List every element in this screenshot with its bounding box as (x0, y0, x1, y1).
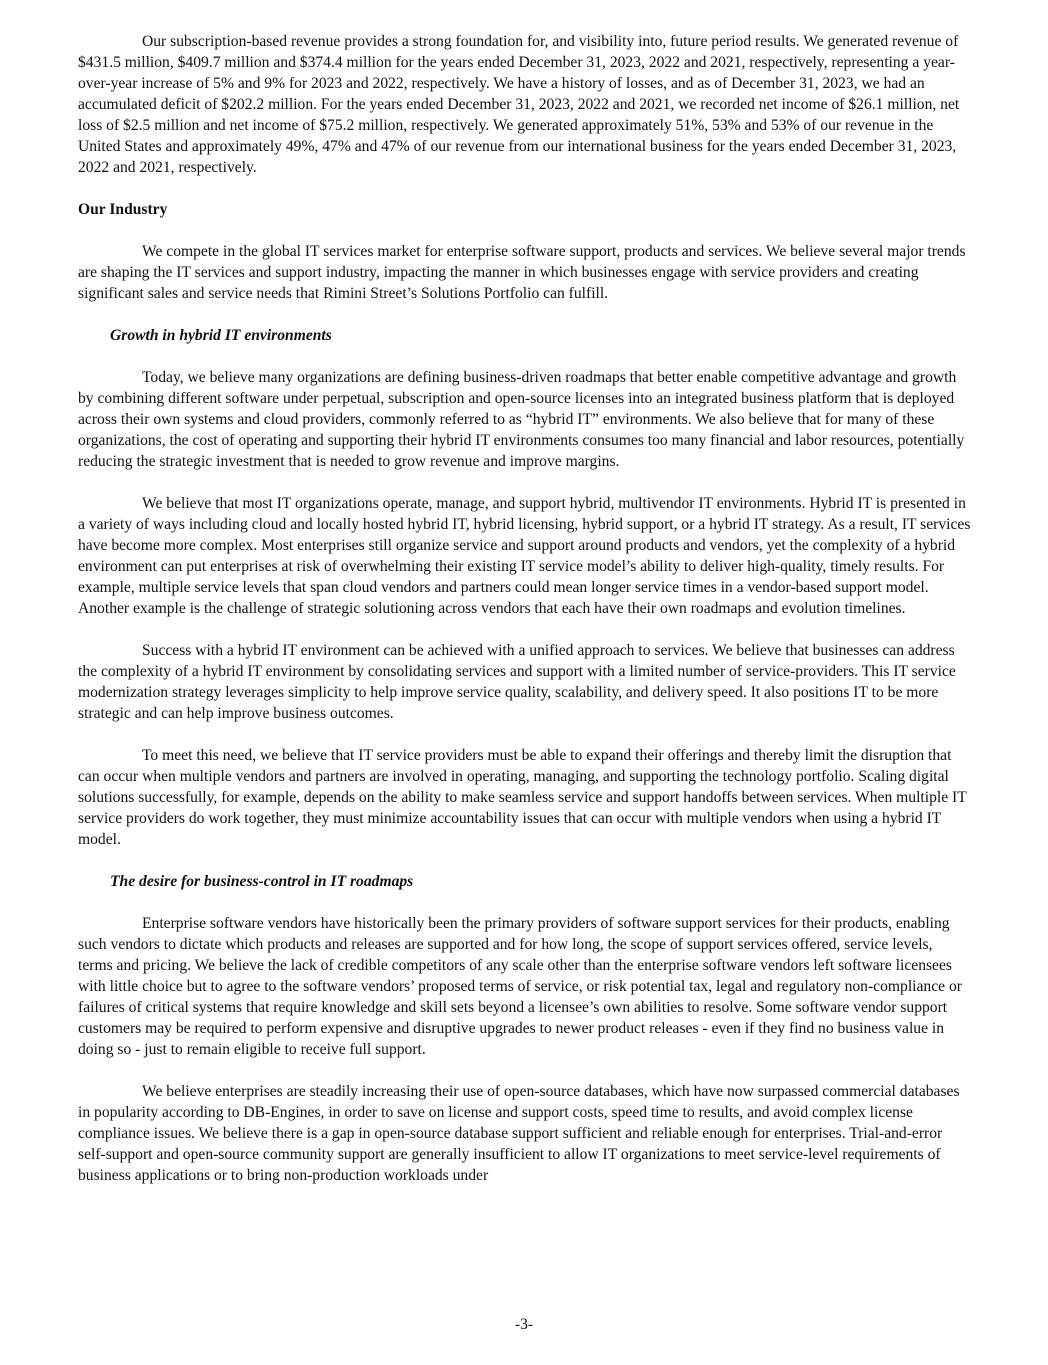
paragraph-hybrid-roadmaps: Today, we believe many organizations are defining business-driven roadmaps that better enable competitive advantage and growth by combining different software under perpetual, subscription and open-source licenses into an integrated business platform that is deployed across their own systems and cloud providers, commonly referred to as “hybrid IT” environments. We also believe that for many of these organizations, the cost of operating and supporting their hybrid IT environments consumes too many financial and labor resources, potentially reducing the strategic investment that is needed to grow revenue and improve margins. (78, 369, 965, 470)
page-number: -3- (514, 1316, 534, 1333)
paragraph-open-source-databases: We believe enterprises are steadily increasing their use of open-source databases, which have now surpassed commercial databases in popularity according to DB-Engines, in order to save on license and support costs, speed time to results, and avoid complex license compliance issues. We believe there is a gap in open-source database support sufficient and reliable enough for enterprises. Trial-and-error self-support and open-source community support are generally insufficient to allow IT organizations to meet service-level requirements of business applications or to bring non-production workloads under (78, 1083, 960, 1184)
paragraph-service-providers: To meet this need, we believe that IT service providers must be able to expand their offerings and thereby limit the disruption that can occur when multiple vendors and partners are involved in operating, managing, and supporting the technology portfolio. Scaling digital solutions successfully, for example, depends on the ability to make seamless service and support handoffs between services. When multiple IT service providers do work together, they must minimize accountability issues that can occur with multiple vendors when using a hybrid IT model. (78, 747, 967, 848)
subheading-growth-hybrid-it: Growth in hybrid IT environments (110, 327, 332, 344)
section-heading-our-industry: Our Industry (78, 201, 168, 218)
paragraph-vendor-support-history: Enterprise software vendors have historically been the primary providers of software support services for their products, enabling such vendors to dictate which products and releases are supported and for how long, the scope of support services offered, service levels, terms and pricing. We believe the lack of credible competitors of any scale other than the enterprise software vendors left software licensees with little choice but to agree to the software vendors’ proposed terms of service, or risk potential tax, legal and regulatory non-compliance or failures of critical systems that require knowledge and skill sets beyond a licensee’s own abilities to resolve. Some software vendor support customers may be required to perform expensive and disruptive upgrades to newer product releases - even if they find no business value in doing so - just to remain eligible to receive full support. (78, 915, 962, 1058)
document-page (78, 31, 971, 1207)
paragraph-industry-intro: We compete in the global IT services market for enterprise software support, products and services. We believe several major trends are shaping the IT services and support industry, impacting the manner in which businesses engage with service providers and creating significant sales and service needs that Rimini Street’s Solutions Portfolio can fulfill. (78, 243, 966, 302)
paragraph-revenue-overview: Our subscription-based revenue provides a strong foundation for, and visibility into, future period results. We generated revenue of $431.5 million, $409.7 million and $374.4 million for the years ended December 31, 2023, 2022 and 2021, respectively, representing a year-over-year increase of 5% and 9% for 2023 and 2022, respectively. We have a history of losses, and as of December 31, 2023, we had an accumulated deficit of $202.2 million. For the years ended December 31, 2023, 2022 and 2021, we recorded net income of $26.1 million, net loss of $2.5 million and net income of $75.2 million, respectively. We generated approximately 51%, 53% and 53% of our revenue in the United States and approximately 49%, 47% and 47% of our revenue from our international business for the years ended December 31, 2023, 2022 and 2021, respectively. (78, 33, 960, 176)
subheading-business-control: The desire for business-control in IT roadmaps (110, 873, 414, 890)
paragraph-unified-approach: Success with a hybrid IT environment can be achieved with a unified approach to services. We believe that businesses can address the complexity of a hybrid IT environment by consolidating services and support with a limited number of service-providers. This IT service modernization strategy leverages simplicity to help improve service quality, scalability, and delivery speed. It also positions IT to be more strategic and can help improve business outcomes. (78, 642, 956, 722)
paragraph-multivendor-environments: We believe that most IT organizations operate, manage, and support hybrid, multivendor IT environments. Hybrid IT is presented in a variety of ways including cloud and locally hosted hybrid IT, hybrid licensing, hybrid support, or a hybrid IT strategy. As a result, IT services have become more complex. Most enterprises still organize service and support around products and vendors, yet the complexity of a hybrid environment can put enterprises at risk of overwhelming their existing IT service model’s ability to deliver high-quality, timely results. For example, multiple service levels that span cloud vendors and partners could mean longer service times in a vendor-based support model. Another example is the challenge of strategic solutioning across vendors that each have their own roadmaps and evolution timelines. (78, 495, 971, 617)
